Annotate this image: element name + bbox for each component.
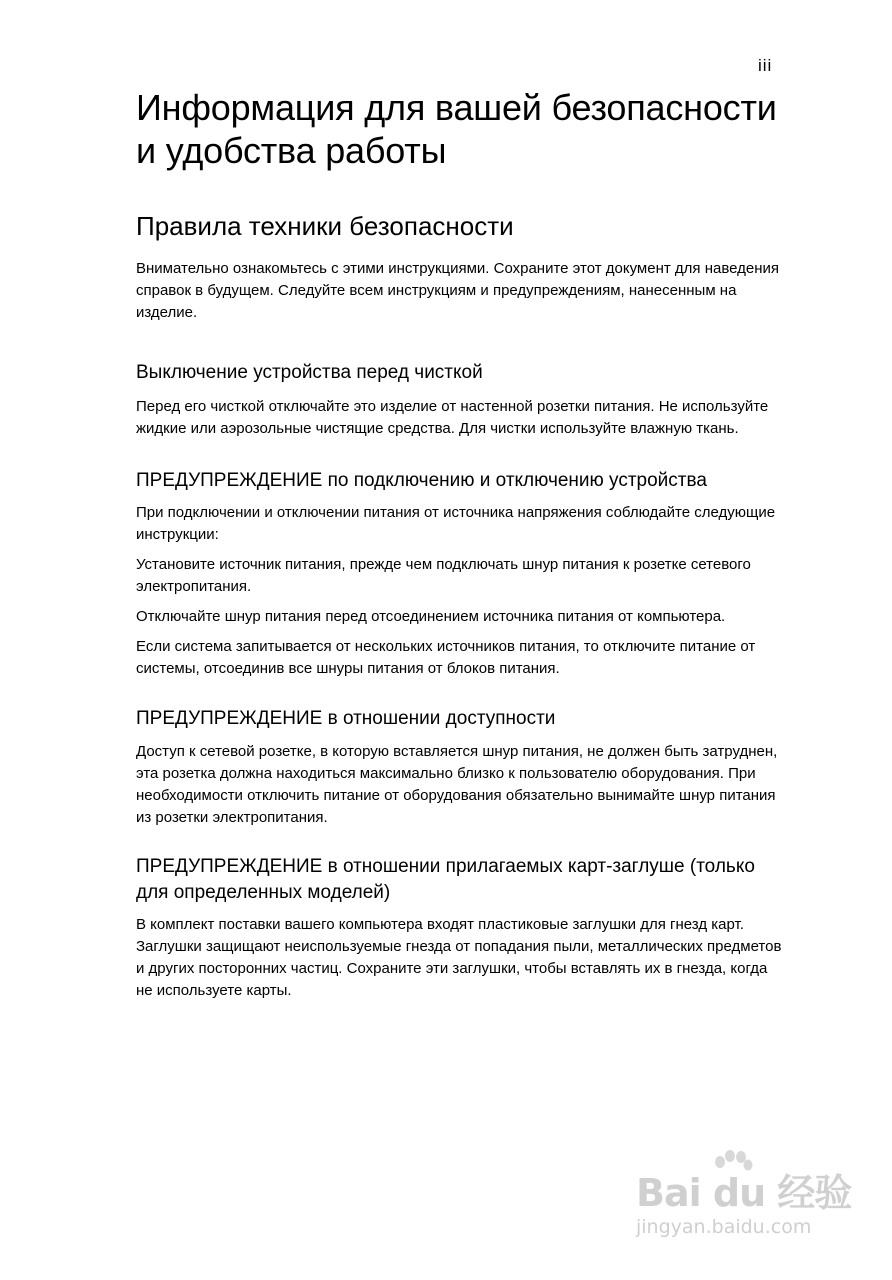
paragraph-connection-1: При подключении и отключении питания от источника напряжения соблюдайте следующие инструкции: <box>136 504 776 543</box>
baidu-watermark <box>636 1150 852 1250</box>
document-body <box>136 86 786 1002</box>
page-number: iii <box>758 56 773 75</box>
watermark-url: jingyan.baidu.com <box>636 1216 812 1238</box>
intro-paragraph: Внимательно ознакомьтесь с этими инструкциями. Сохраните этот документ для наведения справок в будущем. Следуйте всем инструкциям и предупреждениям, нанесенным на изделие. <box>136 260 780 321</box>
paw-icon <box>710 1150 754 1190</box>
paragraph-accessibility: Доступ к сетевой розетке, в которую вставляется шнур питания, не должен быть затруднен, эта розетка должна находиться максимально близко к пользователю оборудования. При необходимости отключить питание от оборудования обязательно вынимайте шнур питания из розетки электропитания. <box>136 743 778 826</box>
paragraph-connection-2: Установите источник питания, прежде чем подключать шнур питания к розетке сетевого электропитания. <box>136 556 751 595</box>
paragraph-dummy-cards: В комплект поставки вашего компьютера входят пластиковые заглушки для гнезд карт. Заглушки защищают неиспользуемые гнезда от попадания пыли, металлических предметов и других посторонних частиц. Сохраните эти заглушки, чтобы вставлять их в гнезда, когда не используете карты. <box>136 916 782 999</box>
section-title: Правила техники безопасности <box>136 211 514 241</box>
paragraph-connection-4: Если система запитывается от нескольких источников питания, то отключите питание от системы, отсоединив все шнуры питания от блоков питания. <box>136 638 756 677</box>
heading-dummy-cards-warning: ПРЕДУПРЕЖДЕНИЕ в отношении прилагаемых карт-заглуше (только для определенных моделей) <box>136 856 755 903</box>
watermark-logo-text: Bai du 经验 <box>636 1171 852 1215</box>
document-title: Информация для вашей безопасности и удобства работы <box>136 87 777 171</box>
paragraph-connection-3: Отключайте шнур питания перед отсоединением источника питания от компьютера. <box>136 608 726 625</box>
heading-connection-warning: ПРЕДУПРЕЖДЕНИЕ по подключению и отключению устройства <box>136 470 707 491</box>
heading-accessibility-warning: ПРЕДУПРЕЖДЕНИЕ в отношении доступности <box>136 708 556 729</box>
heading-cleaning: Выключение устройства перед чисткой <box>136 362 483 383</box>
paragraph-cleaning: Перед его чисткой отключайте это изделие от настенной розетки питания. Не используйте жидкие или аэрозольные чистящие средства. Для чистки используйте влажную ткань. <box>136 398 769 437</box>
